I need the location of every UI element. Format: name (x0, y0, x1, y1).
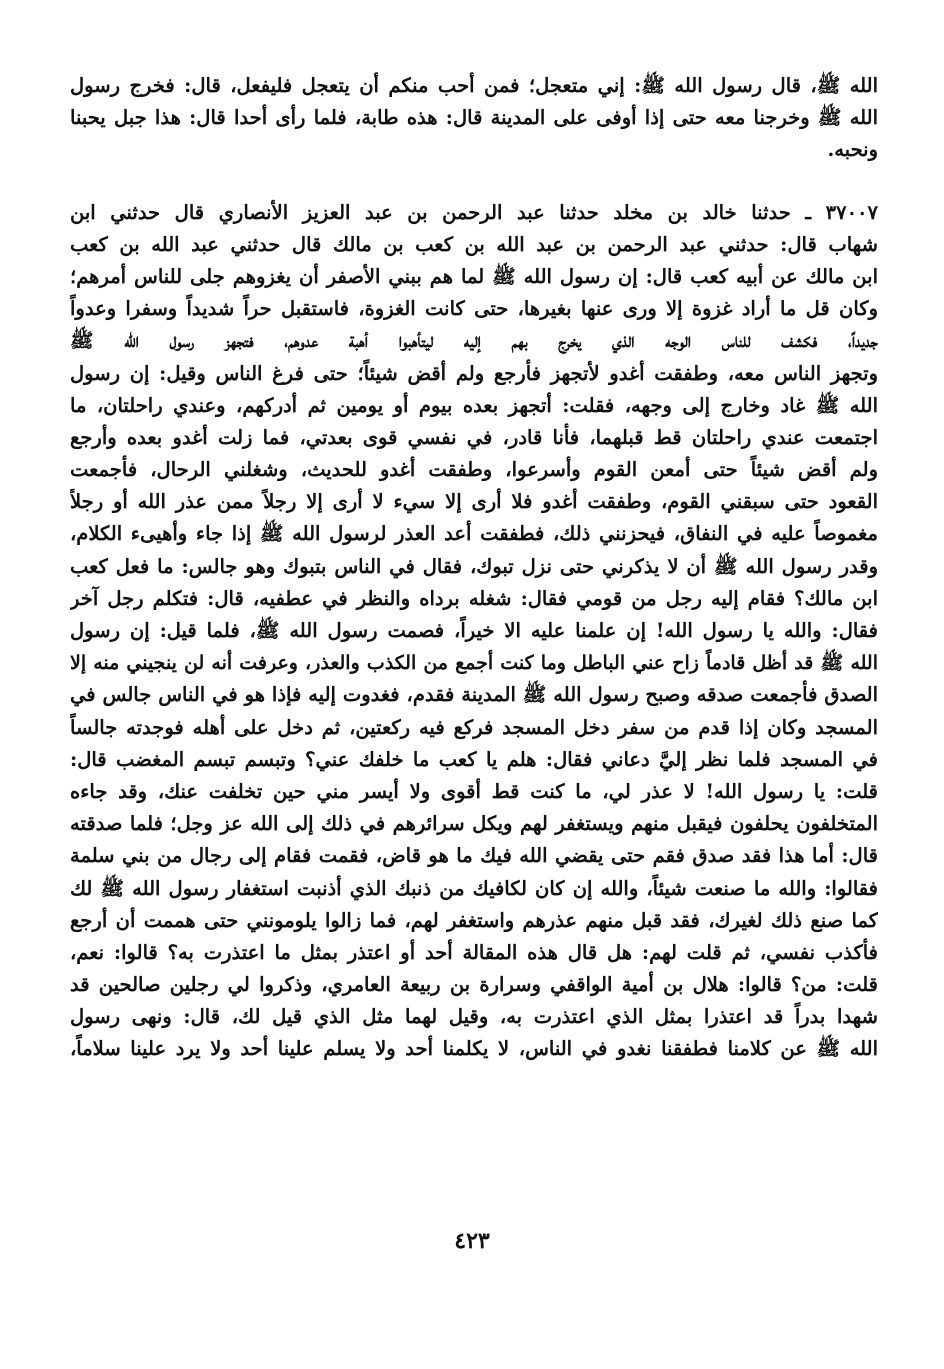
paragraph-gap (70, 167, 878, 197)
page-number: ٤٢٣ (454, 1228, 490, 1254)
text-line: مغموصاً عليه في النفاق، فيحزنني ذلك، فطفقت أعد العذر لرسول الله ﷺ إذا جاء وأهيىء الكلام، (70, 522, 878, 546)
text-line: قال: أما هذا فقد صدق فقم حتى يقضي الله فيك ما هو قاض، فقمت فقام إلى رجال من بني سلمة (70, 844, 878, 868)
text-line: قلت: من؟ قالوا: هلال بن أمية الواقفي وسرارة بن ربيعة العامري، وذكروا لي رجلين صالحين قد (70, 973, 878, 997)
text-line: الله ﷺ وخرجنا معه حتى إذا أوفى على المدينة قال: هذه طابة، فلما رأى أحدا قال: هذا جبل يحبنا (70, 106, 878, 130)
hadith-text-continued (70, 70, 878, 167)
text-line: ولم أقض شيئاً حتى أمعن القوم وأسرعوا، وطفقت أغدو للحديث، وشغلني الرحال، فأجمعت (70, 458, 878, 482)
text-line: ابن مالك عن أبيه كعب قال: إن رسول الله ﷺ لما هم ببني الأصفر أن يغزوهم جلى للناس أمرهم؛ (70, 264, 878, 288)
page-body (70, 70, 878, 1066)
text-line: فأكذب نفسي، ثم قلت لهم: هل قال هذه المقالة أحد أو اعتذر بمثل ما اعتذرت به؟ قالوا: نعم، (70, 940, 878, 964)
text-line: كما صنع ذلك لغيرك، فقد قبل منهم عذرهم واستغفر لهم، فما زالوا يلومونني حتى هممت أن أرجع (70, 908, 878, 932)
text-line: جديداً، فكشف للناس الوجه الذي يخرج بهم إليه ليتأهبوا أهبة عدوهم، فتجهز رسول الله ﷺ (70, 329, 878, 353)
text-line: الله ﷺ، قال رسول الله ﷺ: إني متعجل؛ فمن أحب منكم أن يتعجل فليفعل، قال: فخرج رسول (70, 74, 878, 97)
text-line: وكان قل ما أراد غزوة إلا ورى عنها بغيرها، حتى كانت الغزوة، فاستقبل حراً شديداً وسفرا وعدواً (70, 297, 878, 321)
hadith-37007 (70, 197, 878, 1066)
text-line: ٣٧٠٠٧ ـ حدثنا خالد بن مخلد حدثنا عبد الرحمن بن عبد العزيز الأنصاري قال حدثني ابن (70, 200, 878, 224)
text-line: الله ﷺ غاد وخارج إلى وجهه، فقلت: أتجهز بعده بيوم أو يومين ثم أدركهم، وعندي راحلتان، ما (70, 393, 878, 417)
text-line: ابن مالك؟ فقام إليه رجل من قومي فقال: شغله برداه والنظر في عطفيه، قال: فتكلم رجل آخر (70, 586, 878, 610)
text-line: الله ﷺ قد أظل قادماً زاح عني الباطل وما كنت أجمع من الكذب والعذر، وعرفت أنه لن ينجيني منه إلا (70, 652, 878, 675)
text-line: فقال: والله يا رسول الله! إن علمنا عليه الا خيراً، فصمت رسول الله ﷺ، فلما قيل: إن رسول (70, 619, 878, 642)
text-line: الصدق فأجمعت صدقه وصبح رسول الله ﷺ المدينة فقدم، فغدوت إليه فإذا هو في الناس جالس في (70, 683, 878, 707)
text-line: وتجهز الناس معه، وطفقت أغدو لأتجهز فأرجع ولم أقض شيئاً؛ حتى فرغ الناس وقيل: إن رسول (70, 361, 878, 385)
text-line: قلت: يا رسول الله! لا عذر لي، ما كنت قط أقوى ولا أيسر مني حين تخلفت عنك، وقد جاءه (70, 779, 878, 803)
text-line: الله ﷺ عن كلامنا فطفقنا نغدو في الناس، لا يكلمنا أحد ولا يسلم علينا أحد ولا يرد علينا سلاماً، (70, 1037, 878, 1061)
text-line: فقالوا: والله ما صنعت شيئاً، والله إن كان لكافيك من ذنبك الذي أذنبت استغفار رسول الله ﷺ لك (70, 876, 878, 900)
text-line: شهاب قال: حدثني عبد الرحمن بن عبد الله بن كعب بن مالك قال حدثني عبد الله بن كعب (70, 232, 878, 256)
text-line: شهدا بدراً قد اعتذرا بمثل الذي اعتذرت به، وقيل لهما مثل الذي قيل لك، قال: ونهى رسول (70, 1005, 878, 1029)
text-line: وقدر رسول الله ﷺ أن لا يذكرني حتى نزل تبوك، فقال في الناس بتبوك وهو جالس: ما فعل كعب (70, 554, 878, 578)
text-line: اجتمعت عندي راحلتان قط قبلهما، فأنا قادر، في نفسي قوى بعدتي، فما زلت أغدو بعده وأرجع (70, 425, 878, 449)
text-line: في المسجد فلما نظر إليَّ دعاني فقال: هلم يا كعب ما خلفك عني؟ وتبسم تبسم المغضب قال: (70, 747, 878, 771)
text-line: القعود حتى سبقني القوم، وطفقت أغدو فلا أرى إلا سيء لا أرى إلا رجلاً ممن عذر الله أو رجلاً (70, 490, 878, 514)
text-line: ونحبه. (827, 138, 878, 162)
text-line: المسجد وكان إذا قدم من سفر دخل المسجد فركع فيه ركعتين، ثم دخل على أهله فوجدته جالساً (70, 715, 878, 739)
text-line: المتخلفون يحلفون فيقبل منهم ويستغفر لهم ويكل سرائرهم في ذلك إلى الله عز وجل؛ فلما صدقته (70, 812, 878, 836)
